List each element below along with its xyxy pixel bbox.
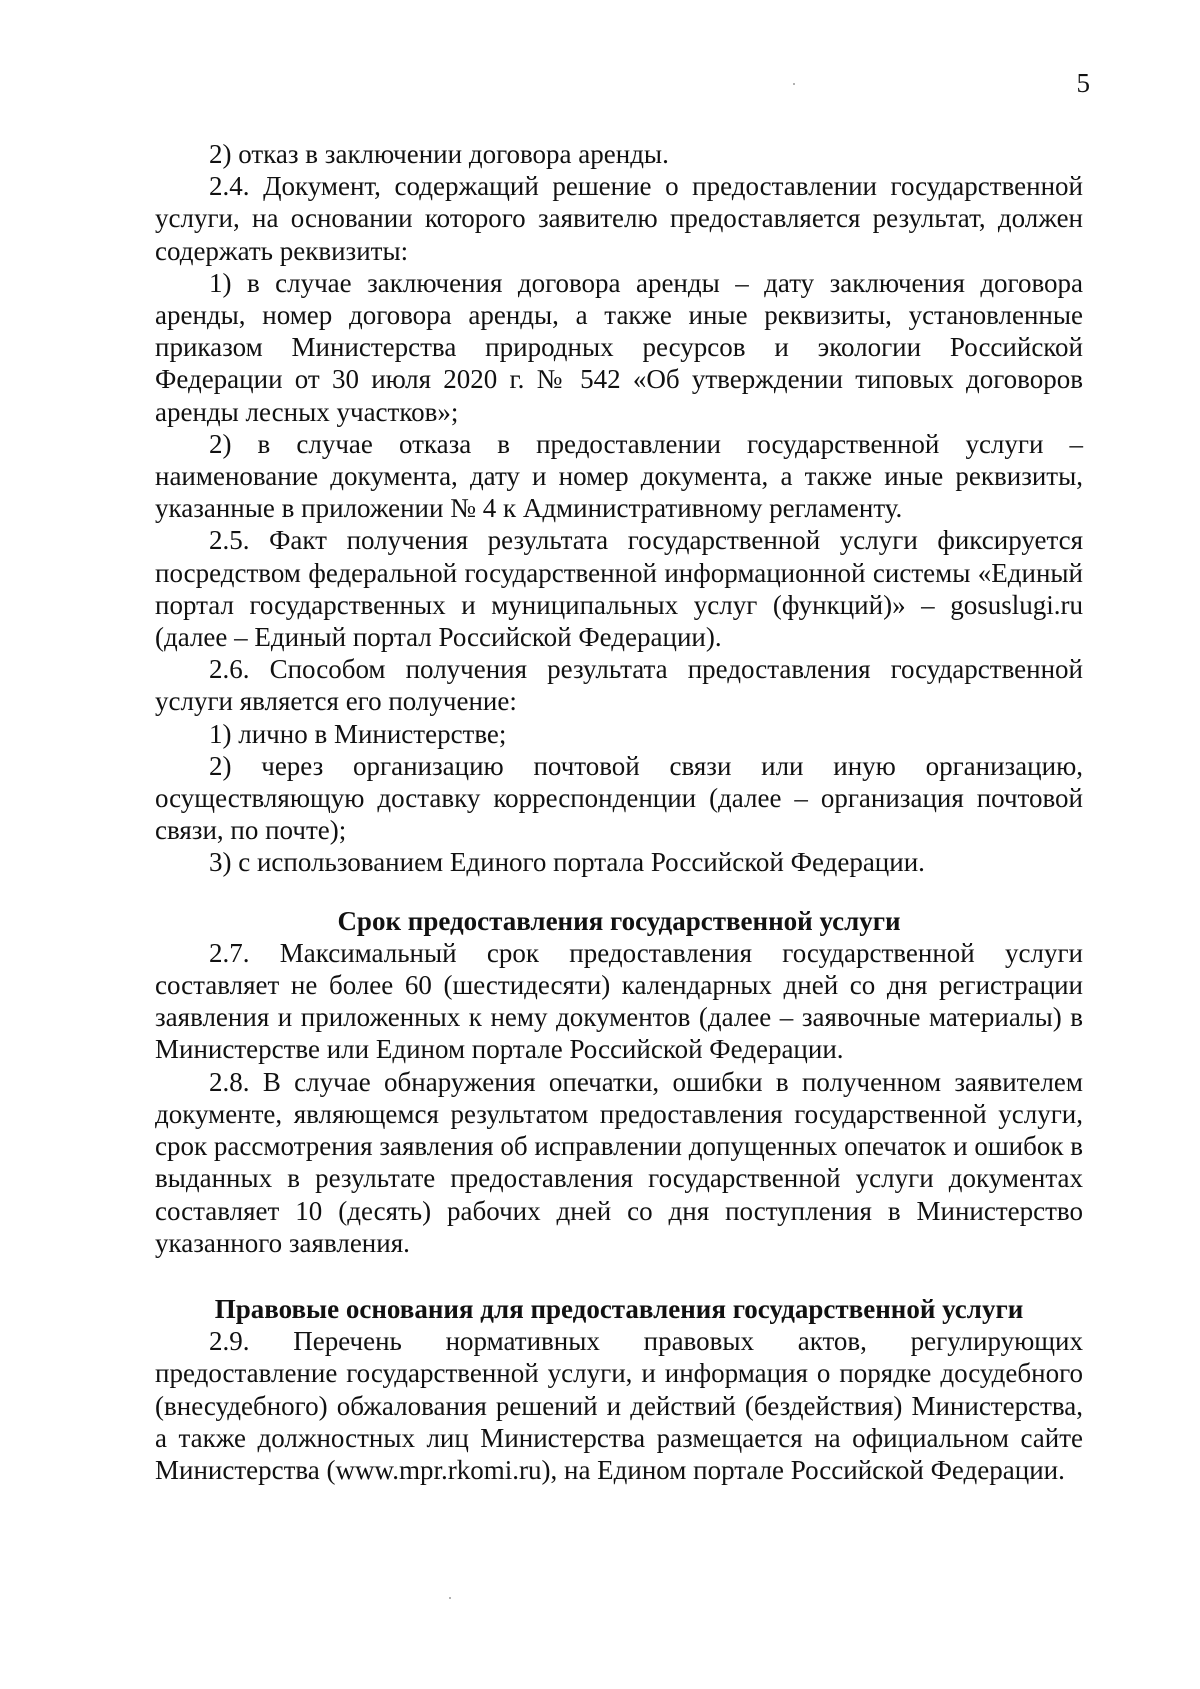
page-number: 5 xyxy=(1076,68,1090,98)
paragraph: 2.7. Максимальный срок предоставления государственной услуги составляет не более 60 (шестидесяти) календарных дней со дня регистрации заявления и приложенных к нему документов (далее – заявочные материалы) в Министерстве или Едином портале Российской Федерации. xyxy=(155,937,1083,1065)
paragraph: 2.8. В случае обнаружения опечатки, ошибки в полученном заявителем документе, являющемся результатом предоставления государственной услуги, срок рассмотрения заявления об исправлении допущенных опечаток и ошибок в выданных в результате предоставления государственной услуги документах составляет 10 (десять) рабочих дней со дня поступления в Министерство указанного заявления. xyxy=(155,1066,1083,1258)
scan-speck xyxy=(793,83,795,85)
section-heading: Правовые основания для предоставления государственной услуги xyxy=(214,1293,1024,1324)
paragraph: 2.5. Факт получения результата государственной услуги фиксируется посредством федеральной государственной информационной системы «Единый портал государственных и муниципальных услуг (функций)» – gosuslugi.ru (далее – Единый портал Российской Федерации). xyxy=(155,525,1083,653)
paragraph: 2.9. Перечень нормативных правовых актов, регулирующих предоставление государственной услуги, и информация о порядке досудебного (внесудебного) обжалования решений и действий (бездействия) Министерства, а также должностных лиц Министерства размещается на официальном сайте Министерства (www.mpr.rkomi.ru), на Едином портале Российской Федерации. xyxy=(155,1326,1083,1485)
paragraph: 2.6. Способом получения результата предоставления государственной услуги является его получение: xyxy=(155,654,1083,717)
paragraph: 2) отказ в заключении договора аренды. xyxy=(209,139,669,169)
paragraph: 2) в случае отказа в предоставлении государственной услуги – наименование документа, дату и номер документа, а также иные реквизиты, указанные в приложении № 4 к Административному регламенту. xyxy=(155,428,1083,524)
paragraph: 3) с использованием Единого портала Российской Федерации. xyxy=(209,847,925,878)
paragraph: 1) в случае заключения договора аренды – дату заключения договора аренды, номер договора аренды, а также иные реквизиты, установленные приказом Министерства природных ресурсов и экологии Российской Федерации от 30 июля 2020 г. № 542 «Об утверждении типовых договоров аренды лесных участков»; xyxy=(155,267,1083,427)
paragraph: 2.4. Документ, содержащий решение о предоставлении государственной услуги, на основании которого заявителю предоставляется результат, должен содержать реквизиты: xyxy=(155,171,1083,266)
scan-speck xyxy=(449,1597,451,1599)
paragraph: 1) лично в Министерстве; xyxy=(209,718,507,749)
section-heading: Срок предоставления государственной услуги xyxy=(337,905,901,936)
paragraph: 2) через организацию почтовой связи или иную организацию, осуществляющую доставку корреспонденции (далее – организация почтовой связи, по почте); xyxy=(155,750,1083,846)
document-body xyxy=(155,138,1083,1486)
